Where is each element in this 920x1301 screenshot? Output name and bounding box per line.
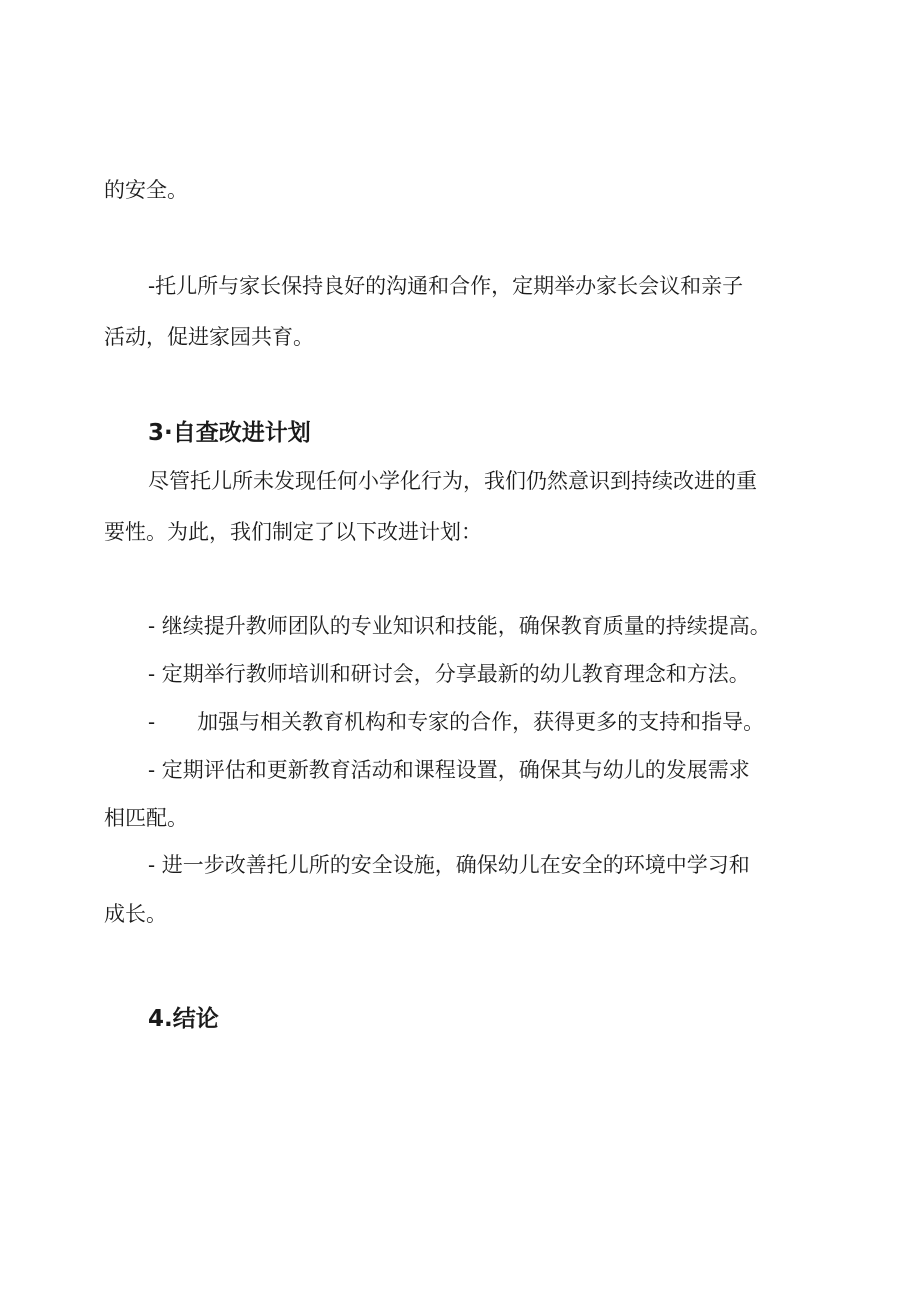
list-item: - 继续提升教师团队的专业知识和技能，确保教育质量的持续提高。 — [148, 614, 771, 638]
list-item-continuation: 成长。 — [104, 902, 167, 926]
paragraph-line: -托儿所与家长保持良好的沟通和合作，定期举办家长会议和亲子 — [148, 274, 744, 298]
section-heading-4: 4.结论 — [148, 1006, 219, 1032]
list-item — [148, 707, 764, 737]
paragraph-line: 的安全。 — [104, 178, 188, 202]
paragraph-line: 要性。为此，我们制定了以下改进计划： — [104, 520, 482, 544]
paragraph-line: 尽管托儿所未发现任何小学化行为，我们仍然意识到持续改进的重 — [148, 469, 757, 493]
paragraph-line: 活动，促进家园共育。 — [104, 325, 314, 349]
list-dash: - — [148, 710, 156, 734]
list-item: - 定期评估和更新教育活动和课程设置，确保其与幼儿的发展需求 — [148, 758, 750, 782]
list-item: - 定期举行教师培训和研讨会，分享最新的幼儿教育理念和方法。 — [148, 662, 750, 686]
list-item-continuation: 相匹配。 — [104, 806, 188, 830]
list-item-text: 加强与相关教育机构和专家的合作，获得更多的支持和指导。 — [197, 710, 765, 734]
section-heading-3: 3·自查改进计划 — [148, 420, 311, 446]
list-item: - 进一步改善托儿所的安全设施，确保幼儿在安全的环境中学习和 — [148, 853, 750, 877]
